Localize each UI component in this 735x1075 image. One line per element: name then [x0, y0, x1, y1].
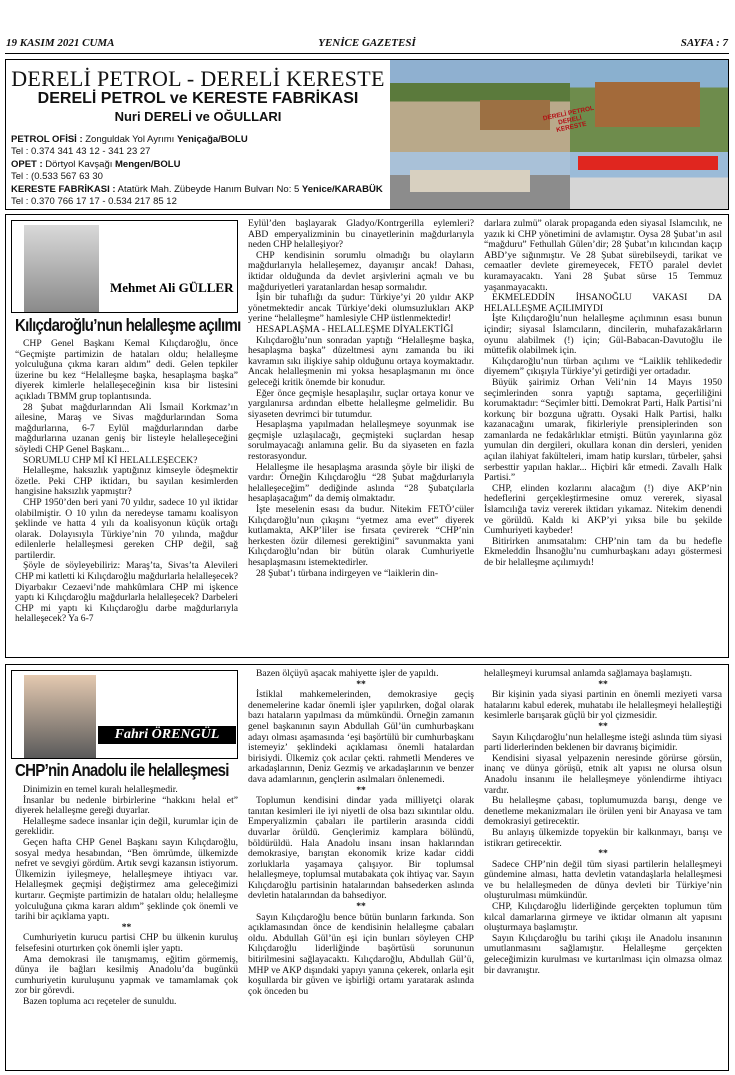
paragraph: Sayın Kılıçdaroğlu’nun helalleşme isteği aslında tüm siyasi parti liderlerinden beklenen bir davranış biçimidir.: [484, 731, 722, 754]
separator: **: [598, 678, 608, 690]
paragraph: Kılıçdaroğlu’nun türban açılımı ve “Laiklik tehlikededir diyemem” çıkışıyla Türkiye’yi getirdiği yer ortadadır.: [484, 355, 722, 378]
header-rule: [5, 53, 729, 54]
paragraph: Şöyle de söyleyebiliriz: Maraş’ta, Sivas’ta Alevileri CHP mi katletti ki Kılıçdaroğlu mağdurlarla helalleşecek? Diyarbakır Cezaevi’nde mahkûmlara CHP mi işkence yaptı ki Kılıçdaroğlu mağdurlarla helalleşecek? Darbeleri CHP mi yaptı ki Kılıçdaroğlu darbe mağdurlarıyla helalleşecek? Ya 6-7: [15, 560, 238, 625]
paragraph: Helalleşme, haksızlık yaptığınız kimseyle ödeşmektir özetle. Peki CHP iktidarı, bu sayılan kesimlerden hangisine haksızlık yapmıştır?: [15, 465, 238, 498]
column-2: [248, 219, 474, 655]
paragraph: Dinimizin en temel kuralı helalleşmedir.: [23, 785, 178, 795]
paragraph: Bu anlayış ülkemizde topyekün bir kalkınmayı, barışı ve istikrarı getirecektir.: [484, 826, 722, 849]
ad-line: KERESTE FABRİKASI : Atatürk Mah. Zübeyde Hanım Bulvarı No: 5 Yenice/KARABÜK: [11, 184, 383, 195]
column-3: [484, 219, 722, 655]
author-box: [11, 220, 238, 313]
paragraph: Sayın Kılıçdaroğlu bence bütün bunların farkında. Son açıklamasından önce de kendisinin helalleşme çabaları oldu. Abdullah Gül’ün eşi için bunları söyleyen CHP Kılıçdaroğlu liderliğinde başörtüsü sorununun bitirilmesini sağlayacaktı. Kılıçdaroğlu, Abdullah Gül’ü, MHP ve AKP dışındaki yapıyı yanına çekerek, onlarla eşit koşullarda bir güven ve işbirliği ortamı yaratarak aslında çok önceden bu: [248, 911, 474, 997]
gas-station-photo: [570, 152, 728, 209]
paragraph: 28 Şubat mağdurlarından Ali İsmail Korkmaz’ın ailesine, Maraş ve Sivas mağdurlarından Soma mağdurlarına, 6-7 Eylül mağdurlarından darbe mağdurlarına uzanan geniş bir listeyle helalleşeceğini söyledi CHP Genel Başkanı...: [15, 401, 238, 455]
paragraph: İnsanlar bu nedenle birbirlerine “hakkını helal et” diyerek helalleşme gereği duyarlar.: [15, 794, 238, 817]
paragraph: Sayın Kılıçdaroğlu bu tarihi çıkışı ile Anadolu insanının umutlanmasını sağlamıştır. Helalleşme gerçekten geleceğimizin kurulması ve kurtarılması için olmazsa olmaz bir davranıştır.: [484, 932, 722, 976]
paragraph: Toplumun kendisini dindar yada milliyetçi olarak tanıtan kesimleri ile iyi niyetli de olsa bazı sıkıntılar oldu. Emperyalizmin çabaları ile partilerin arasında ciddi duvarlar örüldü. Gençlerimiz kamplara bölündü, böldürüldü. Hala Anadolu insanı insan haklarından demokrasiye, barıştan ekonomik krize kadar ciddi zorluklarla yaşamaya çalışıyor. Bir toplumsal helalleşmeye, toplumsal mutabakata çok ihtiyaç var. Sayın Kılıçdaroğlu partisinin hatalarından bahsederken aslında devletin hatalarından da bahsediyor.: [248, 795, 474, 902]
paragraph: Bir kişinin yada siyasi partinin en önemli meziyeti varsa hatalarını kabul ederek, muhatabı ile helalleşmeyi helalleştiği kesimlerle barışarak güçlü bir yol çizmesidir.: [484, 689, 722, 722]
separator: **: [121, 921, 132, 933]
ad-line: Tel : (0.533 567 63 30: [11, 171, 103, 182]
ad-line: Tel : 0.374 341 43 12 - 341 23 27: [11, 146, 151, 157]
truck-photo: [390, 152, 570, 209]
subheading: HESAPLAŞMA - HELALLEŞME DİYALEKTİĞİ: [256, 323, 454, 335]
separator: **: [356, 678, 366, 690]
company-logo: DERELİ PETROL DERELİ KERESTE: [542, 104, 595, 134]
ad-line: OPET : Dörtyol Kavşağı Mengen/BOLU: [11, 159, 181, 170]
paragraph: Hesaplaşma yapılmadan helalleşmeye soyunmak ise geçmişle uzlaşılacağı, geçmişteki suçlardan hesap sorulmayacağı anlamına gelir. Bu da siyaseten en fazla restorasyondur.: [248, 419, 474, 463]
paragraph: CHP 1950’den beri yani 70 yıldır, sadece 10 yıl iktidar olabilmiştir. O 10 yılın da neredeyse tamamı koalisyon şeklinde ve hatta 4 yılı da koalisyonun küçük ortağı olarak. Dolayısıyla Türkiye’nin 70 yılında, mağdur edilenlerle helalleşmesi gereken CHP değil, sağ partilerdir.: [15, 496, 238, 561]
paragraph: Eylül’den başlayarak Gladyo/Kontrgerilla eylemleri? ABD emperyalizminin bu cinayetlerinin mağdurlarıyla neden CHP helalleşiyor?: [248, 219, 474, 251]
paragraph: İşte meselenin esası da budur. Nitekim FETÖ’cüler Kılıçdaroğlu’nun çıkışını “yetmez ama evet” diyerek kutlamakta, AKP’liler ise fırsata çevirerek “CHP’nin herkesten özür dilemesi gerektiğini” savunmakta yani Kılıçdaroğlu’ndan bir bütün olarak Cumhuriyetle hesaplaşmasını istemektedirler.: [248, 504, 474, 568]
ad-photo-collage: [390, 60, 728, 209]
paragraph: helalleşmeyi kurumsal anlamda sağlamaya başlamıştı.: [484, 669, 693, 679]
paragraph: Geçen hafta CHP Genel Başkanı sayın Kılıçdaroğlu, sosyal medya hesabından, “Ben ömrümde, ülkemizde nefret ve sevgiyi gördüm. Artık sevgi kazansın istiyorum. Ülkemizin iyileşmeye, helalleşmeye ihtiyacı var. Helalleşmek geçmişi değiştirmez ama geleceğimizi kurtarır. Geçmişte partimizin de hataları oldu; helalleşme yolculuğuna çıkma kararı aldım” şeklinde çok önemli ve tarihi bir açıklama yaptı.: [15, 836, 238, 923]
paragraph: İşin bir tuhaflığı da şudur: Türkiye’yi 20 yıldır AKP yönetmektedir ancak Türkiye’deki olumsuzlukları AKP yerine “helalleşme” hamlesiyle CHP üstlenmektedir!: [248, 292, 474, 325]
ad-title: DERELİ PETROL - DERELİ KERESTE: [11, 66, 385, 91]
author-box: [11, 670, 238, 759]
page-header: [6, 37, 728, 51]
separator: **: [356, 901, 366, 913]
paragraph: CHP, Kılıçdaroğlu liderliğinde gerçekten toplumun tüm kılcal damarlarına girmeye ve iktidar olmanın alt yapısını oluşturmaya başlamıştır.: [484, 901, 722, 934]
subheading: EKMELEDDİN İHSANOĞLU VAKASI DA HELALLEŞME AÇILIMIYDI: [484, 292, 722, 314]
advertisement: [5, 59, 729, 210]
paragraph: darlara zulmü” olarak propaganda eden siyasal İslamcılık, ne yazık ki CHP yönetimini de avlamıştır. Oysa 28 Şubat’ın asıl “mağduru” Fethullah Gülen’dir; 28 Şubat’ın kılıcından kaçıp ABD’ye sığınmıştır. Ve 28 Şubat sürebilseydi, tarikat ve cemaatler devlete giremeyecek, FETÖ paralel devlet kuramayacaktı. Yani 28 Şubat sürse 15 Temmuz yaşanmayacaktı.: [484, 219, 722, 293]
separator: **: [598, 848, 608, 860]
paragraph: Kendisini siyasal yelpazenin neresinde görürse görsün, inanç ve dünya görüşü, etnik alt yapısı ne olursa olsun Anadolu insanını ile helalleşmeye yönlendirme ihtiyacı vardır.: [484, 752, 722, 796]
paragraph: Bu helalleşme çabası, toplumumuzda barışı, denge ve denetleme mekanizmaları ile örülen yeni bir Anayasa ve tam demokrasiyi getirecektir.: [484, 795, 722, 828]
author-photo: [24, 225, 99, 312]
paragraph: 28 Şubat’ı türbana indirgeyen ve “laiklerin din-: [256, 567, 439, 579]
paragraph: Sadece CHP’nin değil tüm siyasi partilerin helalleşmeyi gündemine alması, hatta devletin vatandaşlarla helalleşmesi ve bu helalleşmeden de dünya devleti bir Türkiye’nin oluşturulması mümkündür.: [484, 858, 722, 902]
paragraph: Bitirirken anımsatalım: CHP’nin tam da bu hedefle Ekmeleddin İhsanoğlu’nu cumhurbaşkanı adayı göstermesi de bir helalleşme açılımıydı!: [484, 535, 722, 568]
newspaper-name: YENİCE GAZETESİ: [318, 37, 416, 49]
column-2: [248, 669, 474, 1068]
paragraph: CHP, elinden kozlarını alacağım (!) diye AKP’nin hedeflerini gerçekleştirmesine omuz vererek, siyasal İslamcılığa taviz vererek iktidarı yıkamaz. Nitekim denendi ve görüldü. Kaldı ki AKP’yi yıksa bile bu şekilde Cumhuriyeti kaybeder!: [484, 482, 722, 537]
author-photo: [24, 675, 96, 758]
article-guller: [5, 214, 729, 658]
paragraph: CHP kendisinin sorumlu olmadığı bu olayların mağdurlarıyla helalleşemez, dayanışır ancak! Dahası, iktidar olduğunda da devlet arşivlerini açmalı ve bu mağduriyetleri yaratanlardan hesap sormalıdır.: [248, 249, 474, 293]
author-name: Mehmet Ali GÜLLER: [110, 280, 234, 295]
ad-line: Tel : 0.370 766 17 17 - 0.534 217 85 12: [11, 196, 177, 207]
column-1: [15, 785, 238, 1068]
separator: **: [356, 784, 366, 796]
lumber-yard-photo: [390, 60, 570, 152]
article-orengul: [5, 664, 729, 1071]
paragraph: Kılıçdaroğlu’nun sonradan yaptığı “Helalleşme başka, hesaplaşma başka” düzeltmesi aynı zamanda bu iki kavramın sıkı ilişkiye sahip olduğunu ortaya koymaktadır. Ancak helalleşmenin mi yoksa hesaplaşmanın mı önce geleceği kritik önemde bir konudur.: [248, 334, 474, 388]
paragraph: Ama demokrasi ile tanışmamış, eğitim görmemiş, dünya ile bağları kesilmiş Anadolu’da bugünkü cumhuriyetin kuruluşunu yapmak ve tamamlamak çok zor bir görevdi.: [15, 953, 238, 997]
paragraph: Helalleşme sadece insanlar için değil, kurumlar için de gereklidir.: [15, 815, 238, 838]
paragraph: İstiklal mahkemelerinden, demokrasiye geçiş denemelerine kadar önemli işler yapılırken, doğal olarak bazı hataların yapılması da mümkündü. Örneğin zamanın genel başkanının sayın Abdullah Gül’ün cumhurbaşkanı adayı olması aşamasında ‘eşi başörtülü bir cumhurbaşkanı istemeyiz’ şeklindeki açıklaması önemli hatalardan birisiydi. Ülkemiz çok acılar çekti. rahmetli Menderes ve arkadaşlarının, Deniz Gezmiş ve arkadaşlarının ve benzer dava adamlarının, gençlerin asılmaları önlenemedi.: [248, 689, 474, 785]
ad-subtitle: DERELİ PETROL ve KERESTE FABRİKASI: [37, 90, 359, 107]
paragraph: Bazen ölçüyü aşacak mahiyette işler de yapıldı.: [256, 669, 439, 679]
page-number: SAYFA : 7: [680, 37, 728, 49]
paragraph: Cumhuriyetin kurucu partisi CHP bu ülkenin kuruluş felsefesini oturtırken çok önemli işler yaptı.: [15, 932, 238, 954]
issue-date: 19 KASIM 2021 CUMA: [6, 37, 115, 49]
paragraph: Helalleşme ile hesaplaşma arasında şöyle bir ilişki de vardır: Örneğin Kılıçdaroğlu “28 Şubat mağdurlarıyla helalleşeceğim” dediğinde aslında “28 Şubatçılarla hesaplaşacağım” da demiş olmaktadır.: [248, 461, 474, 505]
paragraph: İşte Kılıçdaroğlu’nun helalleşme açılımının esası bunun içindir; siyasal İslamcıların, dincilerin, muhafazakârların oyunu alabilmek (!) için; Gül-Babacan-Davutoğlu ile müttefik olabilmek için.: [484, 313, 722, 357]
column-3: [484, 669, 722, 1068]
ad-line: PETROL OFİSİ : Zonguldak Yol Ayrımı Yeniçağa/BOLU: [11, 134, 248, 145]
paragraph: Bazen topluma acı reçeteler de sunuldu.: [23, 995, 177, 1007]
paragraph: Eğer önce geçmişle hesaplaşılır, suçlar ortaya konur ve yargılanırsa ardından elbette helalleşme gelmelidir. Bu siyaseten devrimci bir tutumdur.: [248, 387, 474, 420]
author-name: Fahri ÖRENGÜL: [98, 726, 236, 744]
ad-owner: Nuri DERELİ ve OĞULLARI: [114, 109, 282, 124]
subheading: SORUMLU CHP Mİ Kİ HELALLEŞECEK?: [23, 454, 198, 466]
paragraph: CHP Genel Başkanı Kemal Kılıçdaroğlu, önce “Geçmişte partimizin de hataları oldu; helalleşme yolculuğuna çıkma kararı aldım” dedi. Gelen tepkiler üzerine bu kez “Helalleşme başka, hesaplaşma başka” diyerek kimlerle helalleşeceğinin kısa bir listesini açıkladı TBMM grup toplantısında.: [15, 339, 238, 402]
paragraph: Büyük şairimiz Orhan Veli’nin 14 Mayıs 1950 seçimlerinden sonra yaptığı saptama, geçerliliğini korumaktadır: “Seçimler bitti. Demokrat Parti, Halk Partisi’ni korkunç bir bozguna uğrattı. Oysaki Halk Partisi, halkı kazanacağını umarak, fikirleriyle prensiplerinden son zamanlarda ne fedakârlıklar etmişti. Bütün yayınlarına göz yumulan din dergileri, okullara konan din dersleri, yeniden açılan ilahiyat fakülteleri, imam hatip kursları, türbeler, şahsi serbesttir yapılan haklar... Hiçbiri kâr etmedi. Zavallı Halk Partisi.”: [484, 376, 722, 484]
article-title: CHP’nin Anadolu ile helalleşmesi: [15, 761, 229, 781]
separator: **: [598, 720, 608, 732]
column-1: [15, 339, 238, 655]
article-title: Kılıçdaroğlu’nun helalleşme açılımı: [15, 316, 241, 336]
